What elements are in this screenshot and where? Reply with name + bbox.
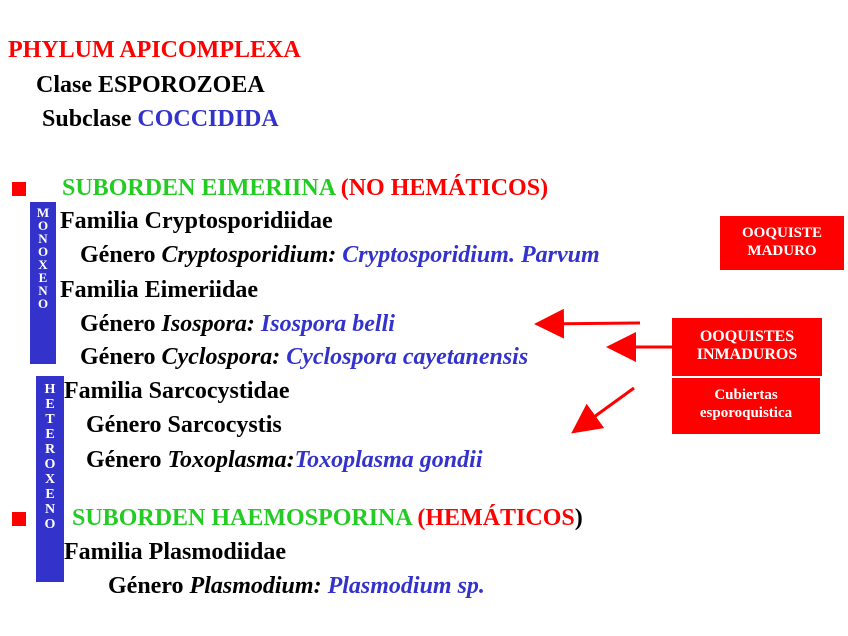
subclase-name: COCCIDIDA xyxy=(137,106,279,132)
species-name: Cryptosporidium. Parvum xyxy=(336,242,600,268)
suborden-eimeriina-note: (NO HEMÁTICOS) xyxy=(340,175,549,201)
letter: N xyxy=(38,283,48,298)
letter: M xyxy=(36,205,50,220)
letter: T xyxy=(45,412,55,427)
genero-prefix: Género xyxy=(108,573,190,599)
subclase-prefix: Subclase xyxy=(42,106,138,132)
genero-sarcocystis: Género Sarcocystis xyxy=(86,412,282,438)
species-name: Toxoplasma gondii xyxy=(294,447,483,473)
genus-name: Cryptosporidium: xyxy=(161,242,337,268)
letter: E xyxy=(45,487,55,502)
suborden-haemosporina-close: ) xyxy=(574,505,583,531)
familia-plasmodiidae: Familia Plasmodiidae xyxy=(64,539,286,565)
species-name: Plasmodium sp. xyxy=(321,573,485,599)
familia-eimeriidae: Familia Eimeriidae xyxy=(60,277,258,303)
clase-label: Clase ESPOROZOEA xyxy=(36,72,265,98)
letter: X xyxy=(38,257,48,272)
letter: N xyxy=(38,231,48,246)
cubiertas-box: Cubiertas esporoquistica xyxy=(672,378,820,434)
ooquistes-inmaduros-box: OOQUISTES INMADUROS xyxy=(672,318,822,376)
genero-prefix: Género xyxy=(80,242,162,268)
genero-prefix: Género xyxy=(80,344,162,370)
letter: O xyxy=(44,457,56,472)
suborden-eimeriina-title: SUBORDEN EIMERIINA xyxy=(62,175,341,201)
letter: N xyxy=(44,502,56,517)
species-name: Isospora belli xyxy=(254,311,395,337)
familia-cryptosporidiidae: Familia Cryptosporidiidae xyxy=(60,208,333,234)
letter: E xyxy=(45,427,55,442)
genero-prefix: Género xyxy=(86,447,168,473)
suborden-haemosporina-note: (HEMÁTICOS xyxy=(417,505,575,531)
letter: X xyxy=(44,472,56,487)
letter: E xyxy=(45,397,55,412)
letter: H xyxy=(44,382,56,397)
ooquiste-maduro-box: OOQUISTE MADURO xyxy=(720,216,844,270)
species-name: Cyclospora cayetanensis xyxy=(280,344,529,370)
genero-prefix: Género xyxy=(80,311,162,337)
suborden-haemosporina-title: SUBORDEN HAEMOSPORINA xyxy=(72,505,418,531)
arrow-to-isospora xyxy=(540,323,640,324)
genus-name: Cyclospora: xyxy=(161,344,281,370)
genus-name: Plasmodium: xyxy=(189,573,322,599)
familia-sarcocystidae: Familia Sarcocystidae xyxy=(64,378,290,404)
genus-name: Isospora: xyxy=(161,311,255,337)
letter: R xyxy=(44,442,56,457)
arrow-to-sarcocystis xyxy=(576,388,634,430)
letter: O xyxy=(37,244,49,259)
letter: O xyxy=(37,296,49,311)
letter: O xyxy=(37,218,49,233)
phylum-title: PHYLUM APICOMPLEXA xyxy=(8,37,301,63)
genus-name: Toxoplasma: xyxy=(167,447,295,473)
letter: E xyxy=(38,270,48,285)
letter: O xyxy=(44,517,56,532)
